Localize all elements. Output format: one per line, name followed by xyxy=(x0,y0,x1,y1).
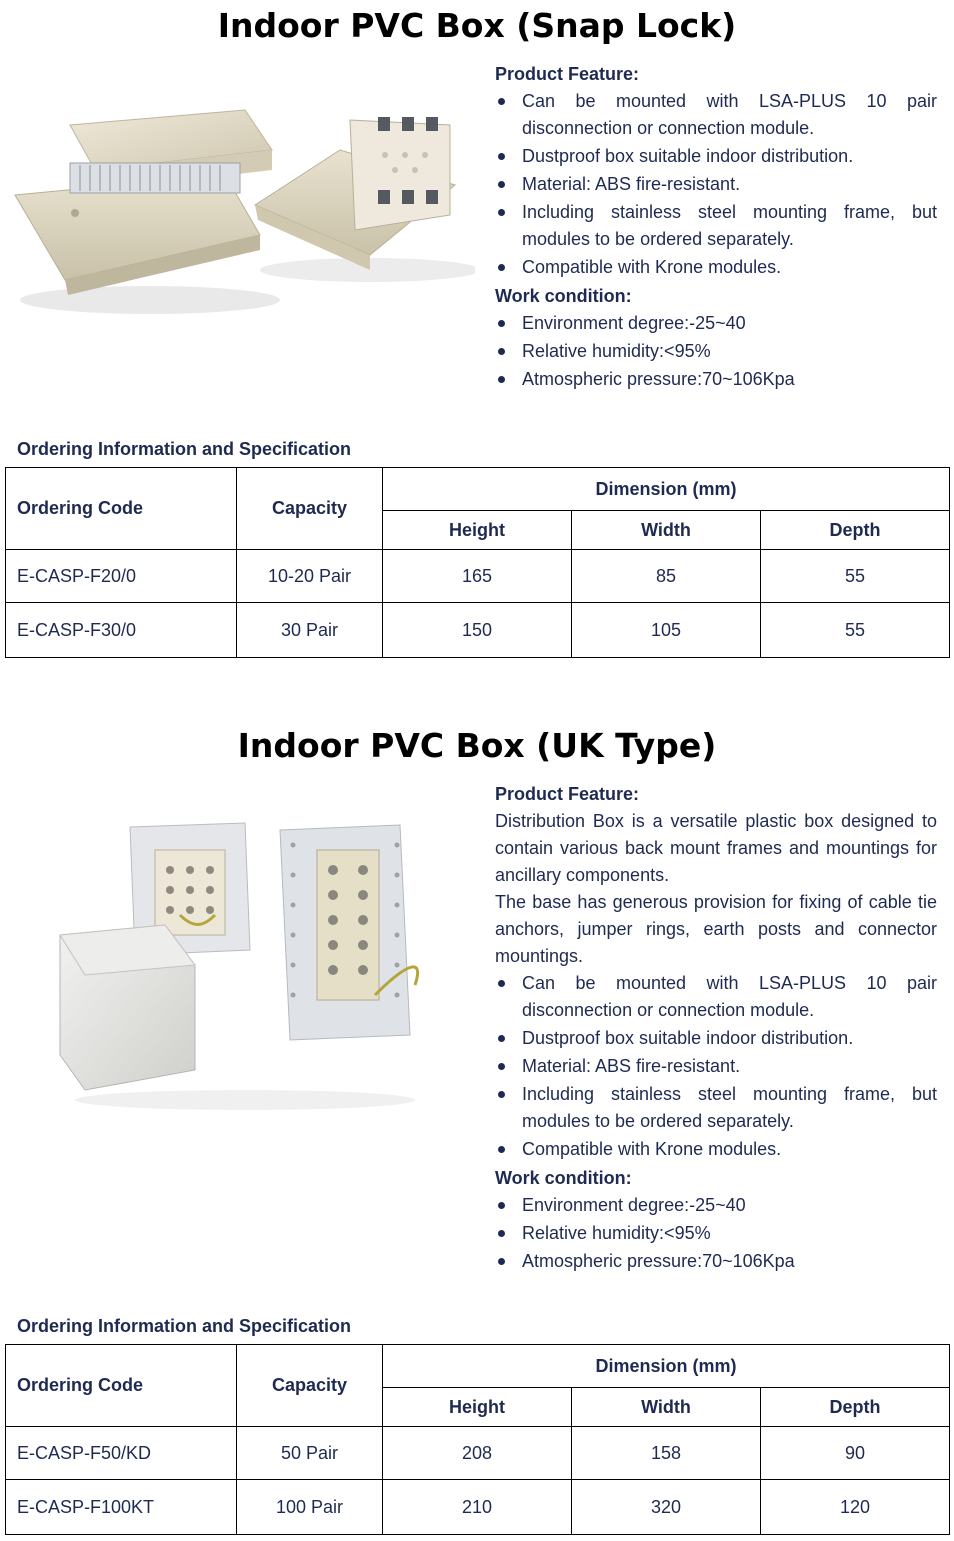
col-width: Width xyxy=(572,1388,761,1427)
feature-item: Can be mounted with LSA-PLUS 10 pair disconnection or connection module. xyxy=(495,970,937,1024)
col-depth: Depth xyxy=(761,1388,950,1427)
cell-capacity: 50 Pair xyxy=(237,1427,383,1480)
section1-spec-table xyxy=(5,467,950,658)
feature-item: Material: ABS fire-resistant. xyxy=(495,1053,937,1080)
col-height: Height xyxy=(383,511,572,550)
section1-features xyxy=(495,60,937,394)
feature-item: Compatible with Krone modules. xyxy=(495,1136,937,1163)
col-depth: Depth xyxy=(761,511,950,550)
feature-item: Material: ABS fire-resistant. xyxy=(495,171,937,198)
feature-item: Dustproof box suitable indoor distribution. xyxy=(495,143,937,170)
section1-title: Indoor PVC Box (Snap Lock) xyxy=(217,6,737,45)
work-condition-item: Relative humidity:<95% xyxy=(495,338,937,365)
table-row xyxy=(6,603,950,658)
section2-spec-table xyxy=(5,1344,950,1535)
feature-item: Compatible with Krone modules. xyxy=(495,254,937,281)
table-row xyxy=(6,1480,950,1535)
cell-code: E-CASP-F20/0 xyxy=(6,550,237,603)
cell-capacity: 100 Pair xyxy=(237,1480,383,1535)
cell-width: 85 xyxy=(572,550,761,603)
product-feature-heading: Product Feature: xyxy=(495,784,640,804)
description-paragraph: The base has generous provision for fixing of cable tie anchors, jumper rings, earth posts and connector mountings. xyxy=(495,892,937,966)
feature-item: Can be mounted with LSA-PLUS 10 pair disconnection or connection module. xyxy=(495,88,937,142)
work-condition-item: Atmospheric pressure:70~106Kpa xyxy=(495,366,937,393)
work-condition-heading: Work condition: xyxy=(495,286,632,306)
cell-code: E-CASP-F100KT xyxy=(6,1480,237,1535)
section1-ordering-heading: Ordering Information and Specification xyxy=(17,439,352,459)
col-capacity: Capacity xyxy=(237,468,383,550)
feature-item: Including stainless steel mounting frame, but modules to be ordered separately. xyxy=(495,199,937,253)
section2-title: Indoor PVC Box (UK Type) xyxy=(237,726,717,765)
cell-depth: 55 xyxy=(761,550,950,603)
cell-height: 210 xyxy=(383,1480,572,1535)
col-width: Width xyxy=(572,511,761,550)
cell-code: E-CASP-F50/KD xyxy=(6,1427,237,1480)
section2-ordering-heading: Ordering Information and Specification xyxy=(17,1316,352,1336)
col-ordering-code: Ordering Code xyxy=(6,468,237,550)
cell-code: E-CASP-F30/0 xyxy=(6,603,237,658)
col-dimension: Dimension (mm) xyxy=(383,468,950,511)
work-condition-item: Atmospheric pressure:70~106Kpa xyxy=(495,1248,937,1275)
cell-depth: 90 xyxy=(761,1427,950,1480)
description-paragraph: Distribution Box is a versatile plastic box designed to contain various back mount frames and mountings for ancillary components. xyxy=(495,811,937,885)
work-condition-item: Environment degree:-25~40 xyxy=(495,1192,937,1219)
cell-height: 165 xyxy=(383,550,572,603)
cell-height: 208 xyxy=(383,1427,572,1480)
cell-depth: 55 xyxy=(761,603,950,658)
table-row xyxy=(6,550,950,603)
cell-width: 158 xyxy=(572,1427,761,1480)
cell-width: 320 xyxy=(572,1480,761,1535)
cell-depth: 120 xyxy=(761,1480,950,1535)
col-capacity: Capacity xyxy=(237,1345,383,1427)
product-feature-heading: Product Feature: xyxy=(495,64,640,84)
cell-height: 150 xyxy=(383,603,572,658)
col-ordering-code: Ordering Code xyxy=(6,1345,237,1427)
feature-item: Dustproof box suitable indoor distribution. xyxy=(495,1025,937,1052)
cell-width: 105 xyxy=(572,603,761,658)
uk-type-box-photo xyxy=(45,815,465,1115)
work-condition-heading: Work condition: xyxy=(495,1168,632,1188)
col-height: Height xyxy=(383,1388,572,1427)
work-condition-item: Environment degree:-25~40 xyxy=(495,310,937,337)
work-condition-item: Relative humidity:<95% xyxy=(495,1220,937,1247)
table-row xyxy=(6,1427,950,1480)
section2-features xyxy=(495,780,937,1276)
cell-capacity: 10-20 Pair xyxy=(237,550,383,603)
snap-lock-box-photo xyxy=(10,95,475,325)
cell-capacity: 30 Pair xyxy=(237,603,383,658)
col-dimension: Dimension (mm) xyxy=(383,1345,950,1388)
feature-item: Including stainless steel mounting frame, but modules to be ordered separately. xyxy=(495,1081,937,1135)
